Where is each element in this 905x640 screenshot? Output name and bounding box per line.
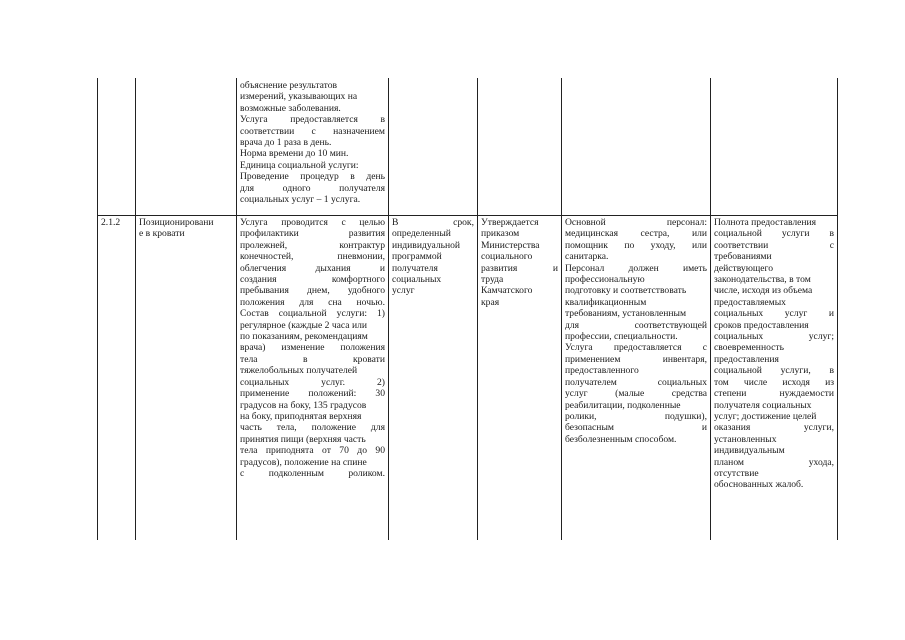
- table-border-right: [837, 78, 838, 540]
- row1-description-line: возможные заболевания.: [240, 102, 341, 114]
- conditions-line: предоставленного: [565, 365, 639, 377]
- row2-quality-cell: [714, 217, 834, 491]
- service-name-line: е в кровати: [139, 228, 185, 240]
- row1-description-line: Услуга предоставляется в: [240, 114, 385, 126]
- service-number: 2.1.2: [101, 217, 121, 228]
- row2-approval-cell: [481, 217, 558, 308]
- table-column-divider: [710, 78, 711, 540]
- quality-line: том числе исходя из: [714, 376, 834, 388]
- description-line: тела в кровати: [240, 353, 385, 365]
- conditions-line: Персонал должен иметь: [565, 262, 707, 274]
- description-line: пролежней, контрактур: [240, 239, 385, 251]
- quality-line: индивидуальным: [714, 445, 785, 457]
- description-line: градусов), положение на спине: [240, 456, 367, 468]
- term-line: индивидуальной: [392, 239, 461, 251]
- description-line: тяжелобольных получателей: [240, 365, 358, 377]
- row1-description-line: объяснение результатов: [240, 80, 338, 91]
- table-border-left: [97, 78, 98, 540]
- approval-line: Камчатского: [481, 285, 533, 297]
- term-line: В срок,: [392, 217, 474, 228]
- conditions-line: для соответствующей: [565, 319, 707, 331]
- quality-line: обоснованных жалоб.: [714, 479, 804, 491]
- conditions-line: безопасным и: [565, 422, 707, 434]
- quality-line: предоставления: [714, 353, 779, 365]
- quality-line: требованиями: [714, 251, 772, 263]
- description-line: конечностей, пневмонии,: [240, 251, 385, 263]
- conditions-line: услуг (малые средства: [565, 388, 707, 400]
- row1-description-line: социальных услуг – 1 услуга.: [240, 194, 361, 206]
- description-line: социальных услуг. 2): [240, 376, 385, 388]
- conditions-line: подготовку и соответствовать: [565, 285, 687, 297]
- table-row-divider: [97, 215, 838, 216]
- row2-term-cell: [392, 217, 474, 297]
- approval-line: приказом: [481, 228, 520, 240]
- conditions-line: профессиональную: [565, 274, 645, 286]
- approval-line: развития и: [481, 262, 558, 274]
- conditions-line: квалификационным: [565, 296, 647, 308]
- conditions-line: применением инвентаря,: [565, 353, 707, 365]
- service-name-line: Позиционировани: [139, 217, 214, 228]
- quality-line: социальных услуг и: [714, 308, 834, 320]
- row1-description-line: Проведение процедур в день: [240, 171, 385, 183]
- conditions-line: помощник по уходу, или: [565, 239, 707, 251]
- table-column-divider: [135, 78, 136, 540]
- approval-line: Министерства: [481, 239, 540, 251]
- row1-description-line: врача до 1 раза в день.: [240, 137, 332, 149]
- term-line: социальных: [392, 274, 442, 286]
- description-line: профилактики развития: [240, 228, 385, 240]
- quality-line: планом ухода,: [714, 456, 834, 468]
- description-line: применение положений: 30: [240, 388, 385, 400]
- quality-line: услуг; достижение целей: [714, 410, 817, 422]
- description-line: градусов на боку, 135 градусов: [240, 399, 367, 411]
- conditions-line: санитарка.: [565, 251, 609, 263]
- conditions-line: получателем социальных: [565, 376, 707, 388]
- quality-line: предоставляемых: [714, 296, 786, 308]
- description-line: облегчения дыхания и: [240, 262, 385, 274]
- quality-line: действующего: [714, 262, 774, 274]
- conditions-line: реабилитации, подколенные: [565, 399, 681, 411]
- row2-conditions-cell: [565, 217, 707, 445]
- quality-line: степени нуждаемости: [714, 388, 834, 400]
- row2-description-cell: [240, 217, 385, 479]
- term-line: определенный: [392, 228, 451, 240]
- quality-line: установленных: [714, 433, 777, 445]
- row1-description-line: соответствии с назначением: [240, 125, 385, 137]
- row2-number-cell: [101, 217, 133, 228]
- description-line: врача) изменение положения: [240, 342, 385, 354]
- conditions-line: ролики, подушки),: [565, 410, 707, 422]
- quality-line: отсутствие: [714, 467, 759, 479]
- quality-line: сроков предоставления: [714, 319, 809, 331]
- conditions-line: требованиям, установленным: [565, 308, 687, 320]
- row1-description-line: Единица социальной услуги:: [240, 159, 359, 171]
- quality-line: социальной услуги в: [714, 228, 834, 240]
- table-column-divider: [561, 78, 562, 540]
- term-line: услуг: [392, 285, 415, 297]
- conditions-line: Основной персонал:: [565, 217, 707, 228]
- row1-description-line: измерений, указывающих на: [240, 91, 358, 103]
- row1-description-line: для одного получателя: [240, 182, 385, 194]
- conditions-line: безболезненным способом.: [565, 433, 677, 445]
- table-column-divider: [236, 78, 237, 540]
- description-line: Услуга проводится с целью: [240, 217, 385, 228]
- approval-line: социального: [481, 251, 533, 263]
- quality-line: оказания услуги,: [714, 422, 834, 434]
- quality-line: социальных услуг;: [714, 331, 834, 343]
- row1-description-cell: [240, 80, 385, 205]
- approval-line: края: [481, 296, 500, 308]
- quality-line: соответствии с: [714, 239, 834, 251]
- description-line: пребывания днем, удобного: [240, 285, 385, 297]
- row2-name-cell: [139, 217, 234, 240]
- description-line: тела приподнята от 70 до 90: [240, 445, 385, 457]
- quality-line: социальной услуги, в: [714, 365, 834, 377]
- term-line: получателя: [392, 262, 438, 274]
- quality-line: числе, исходя из объема: [714, 285, 813, 297]
- conditions-line: Услуга предоставляется с: [565, 342, 707, 354]
- quality-line: законодательства, в том: [714, 274, 811, 286]
- quality-line: получателя социальных: [714, 399, 812, 411]
- conditions-line: профессии, специальности.: [565, 331, 678, 343]
- quality-line: своевременность: [714, 342, 784, 354]
- description-line: часть тела, положение для: [240, 422, 385, 434]
- table-column-divider: [388, 78, 389, 540]
- description-line: принятия пищи (верхняя часть: [240, 433, 366, 445]
- description-line: Состав социальной услуги: 1): [240, 308, 385, 320]
- description-line: регулярное (каждые 2 часа или: [240, 319, 368, 331]
- conditions-line: медицинская сестра, или: [565, 228, 707, 240]
- description-line: положения для сна ночью.: [240, 296, 385, 308]
- description-line: с подколенным роликом.: [240, 467, 385, 479]
- table-column-divider: [477, 78, 478, 540]
- description-line: на боку, приподнятая верхняя: [240, 410, 362, 422]
- term-line: программой: [392, 251, 442, 263]
- approval-line: Утверждается: [481, 217, 539, 228]
- approval-line: труда: [481, 274, 504, 286]
- description-line: создания комфортного: [240, 274, 385, 286]
- description-line: по показаниям, рекомендациям: [240, 331, 368, 343]
- quality-line: Полнота предоставления: [714, 217, 817, 228]
- row1-description-line: Норма времени до 10 мин.: [240, 148, 349, 160]
